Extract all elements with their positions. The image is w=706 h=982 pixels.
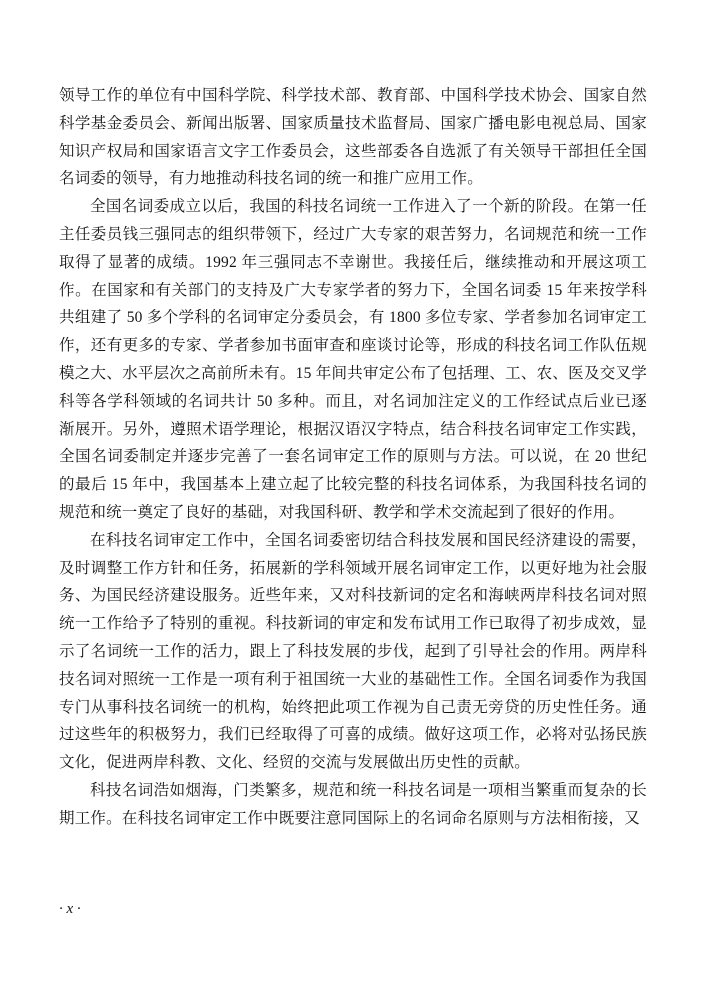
paragraph-continued: 领导工作的单位有中国科学院、科学技术部、教育部、中国科学技术协会、国家自然科学基金委员会、新闻出版署、国家质量技术监督局、国家广播电影电视总局、国家知识产权局和国家语言文字工作委员会，这些部委各自选派了有关领导干部担任全国名词委的领导，有力地推动科技名词的统一和推广应用工作。 (59, 87, 647, 188)
paragraph: 在科技名词审定工作中，全国名词委密切结合科技发展和国民经济建设的需要，及时调整工作方针和任务，拓展新的学科领域开展名词审定工作，以更好地为社会服务、为国民经济建设服务。近些年来，又对科技新词的定名和海峡两岸科技名词对照统一工作给予了特别的重视。科技新词的审定和发布试用工作已取得了初步成效，显示了名词统一工作的活力，跟上了科技发展的步伐，起到了引导社会的作用。两岸科技名词对照统一工作是一项有利于祖国统一大业的基础性工作。全国名词委作为我国专门从事科技名词统一的机构，始终把此项工作视为自己责无旁贷的历史性任务。通过这些年的积极努力，我们已经取得了可喜的成绩。做好这项工作，必将对弘扬民族文化，促进两岸科教、文化、经贸的交流与发展做出历史性的贡献。 (59, 531, 647, 772)
paragraph: 全国名词委成立以后，我国的科技名词统一工作进入了一个新的阶段。在第一任主任委员钱三强同志的组织带领下，经过广大专家的艰苦努力，名词规范和统一工作取得了显著的成绩。1992 年三强同志不幸谢世。我接任后，继续推动和开展这项工作。在国家和有关部门的支持及广大专家学者的努力下，全国名词委 15 年来按学科共组建了 50 多个学科的名词审定分委员会，有 1800 多位专家、学者参加名词审定工作，还有更多的专家、学者参加书面审查和座谈讨论等，形成的科技名词工作队伍规模之大、水平层次之高前所未有。15 年间共审定公布了包括理、工、农、医及交叉学科等各学科领域的名词共计 50 多种。而且，对名词加注定义的工作经试点后业已逐渐展开。另外，遵照术语学理论，根据汉语汉字特点，结合科技名词审定工作实践，全国名词委制定并逐步完善了一套名词审定工作的原则与方法。可以说，在 20 世纪的最后 15 年中，我国基本上建立起了比较完整的科技名词体系，为我国科技名词的规范和统一奠定了良好的基础，对我国科研、教学和学术交流起到了很好的作用。 (59, 198, 647, 521)
paragraph: 科技名词浩如烟海，门类繁多，规范和统一科技名词是一项相当繁重而复杂的长期工作。在科技名词审定工作中既要注意同国际上的名词命名原则与方法相衔接，又 (59, 781, 647, 827)
body-text-block (59, 82, 647, 833)
page-number: · x · (59, 901, 81, 917)
